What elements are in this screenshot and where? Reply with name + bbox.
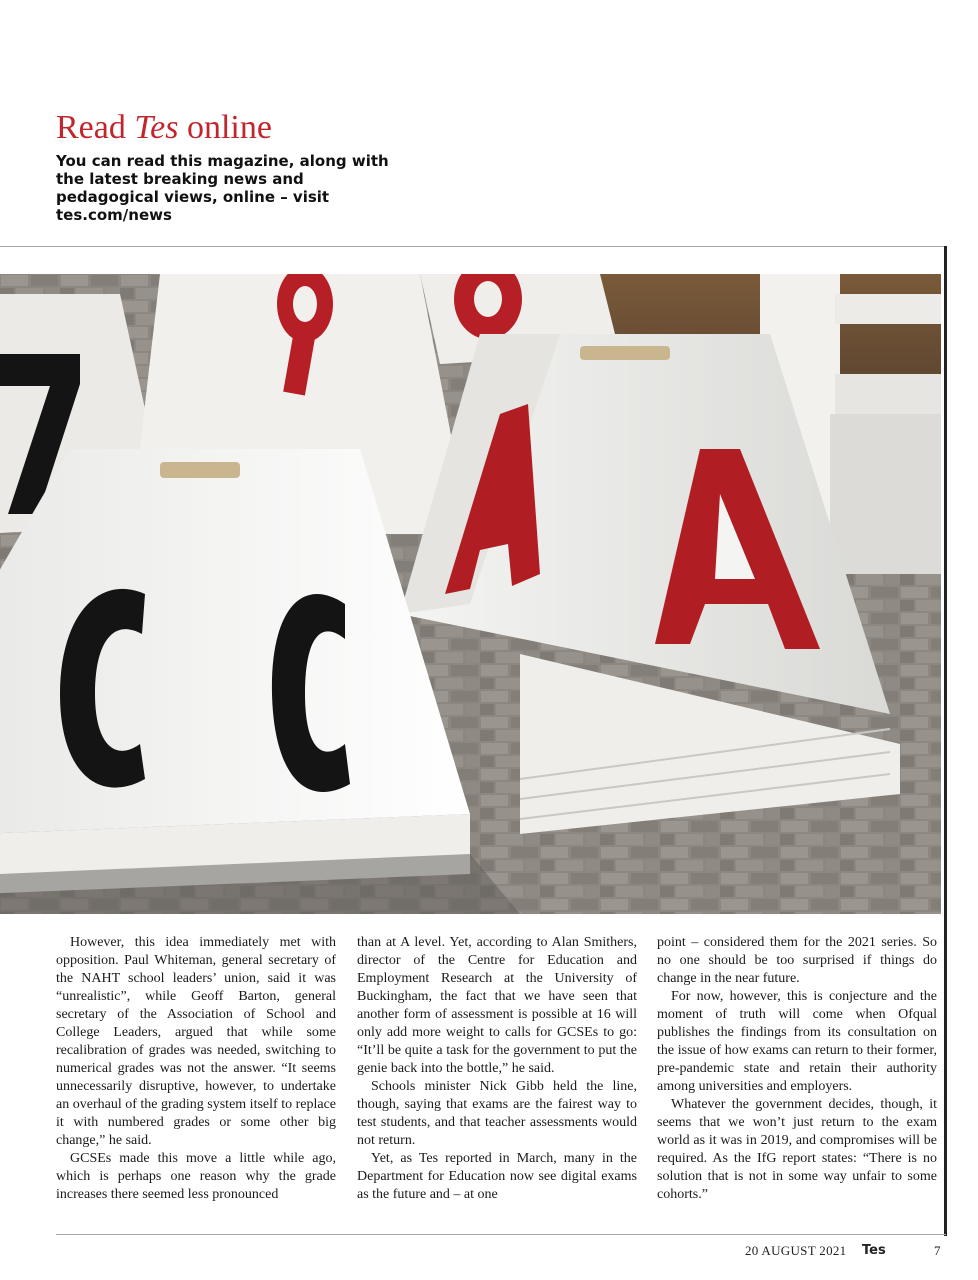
article-paragraph: For now, however, this is conjecture and the moment of truth will come when Ofqual publishes the findings from its consultation on the issue of how exams can return to their former, pre-pandemic state and retain their authority among universities and employers. — [657, 989, 937, 1094]
issue-date: 20 AUGUST 2021 — [745, 1243, 847, 1258]
promo-body: You can read this magazine, along with the latest breaking news and pedagogical views, online – visit tes.com/news — [56, 152, 389, 224]
right-rule — [944, 246, 947, 1236]
article-paragraph: GCSEs made this move a little while ago, which is perhaps one reason why the grade increases there seemed less pronounced — [56, 1151, 336, 1202]
article-column-1 — [56, 934, 336, 1204]
article-column-2 — [357, 934, 637, 1204]
article-paragraph: Schools minister Nick Gibb held the line, though, saying that exams are the fairest way to test students, and that teacher assessments would not return. — [357, 1079, 637, 1148]
article-paragraph: point – considered them for the 2021 series. So no one should be too surprised if things do change in the near future. — [657, 935, 937, 986]
page-number: 7 — [934, 1243, 941, 1258]
top-divider — [0, 246, 945, 247]
article-column-3 — [657, 934, 937, 1204]
promo-title: Read Tes online — [56, 109, 272, 146]
photo-grade-markers — [0, 274, 941, 914]
article-paragraph: than at A level. Yet, according to Alan Smithers, director of the Centre for Education and Employment Research at the University of Buckingham, the fact that we have seen that another form of assessment is possible at 16 will only add more weight to calls for GCSEs to go: “It’ll be quite a task for the government to put the genie back into the bottle,” he said. — [357, 935, 637, 1076]
bottom-divider — [56, 1234, 946, 1235]
article-paragraph: Yet, as Tes reported in March, many in the Department for Education now see digital exams as the future and – at one — [357, 1151, 637, 1202]
article-paragraph: Whatever the government decides, though, it seems that we won’t just return to the exam world as it was in 2019, and compromises will be required. As the IfG report states: “There is no solution that is not in some way unfair to some cohorts.” — [657, 1097, 937, 1202]
brand-logo: Tes — [862, 1243, 886, 1258]
article-paragraph: However, this idea immediately met with opposition. Paul Whiteman, general secretary of the NAHT school leaders’ union, said it was “unrealistic”, while Geoff Barton, general secretary of the Association of School and College Leaders, argued that while some recalibration of grades was needed, switching to numerical grades was not the answer. “It seems unnecessarily disruptive, however, to undertake an overhaul of the grading system itself to replace it with numbered grades or some other big change,” he said. — [56, 935, 336, 1148]
